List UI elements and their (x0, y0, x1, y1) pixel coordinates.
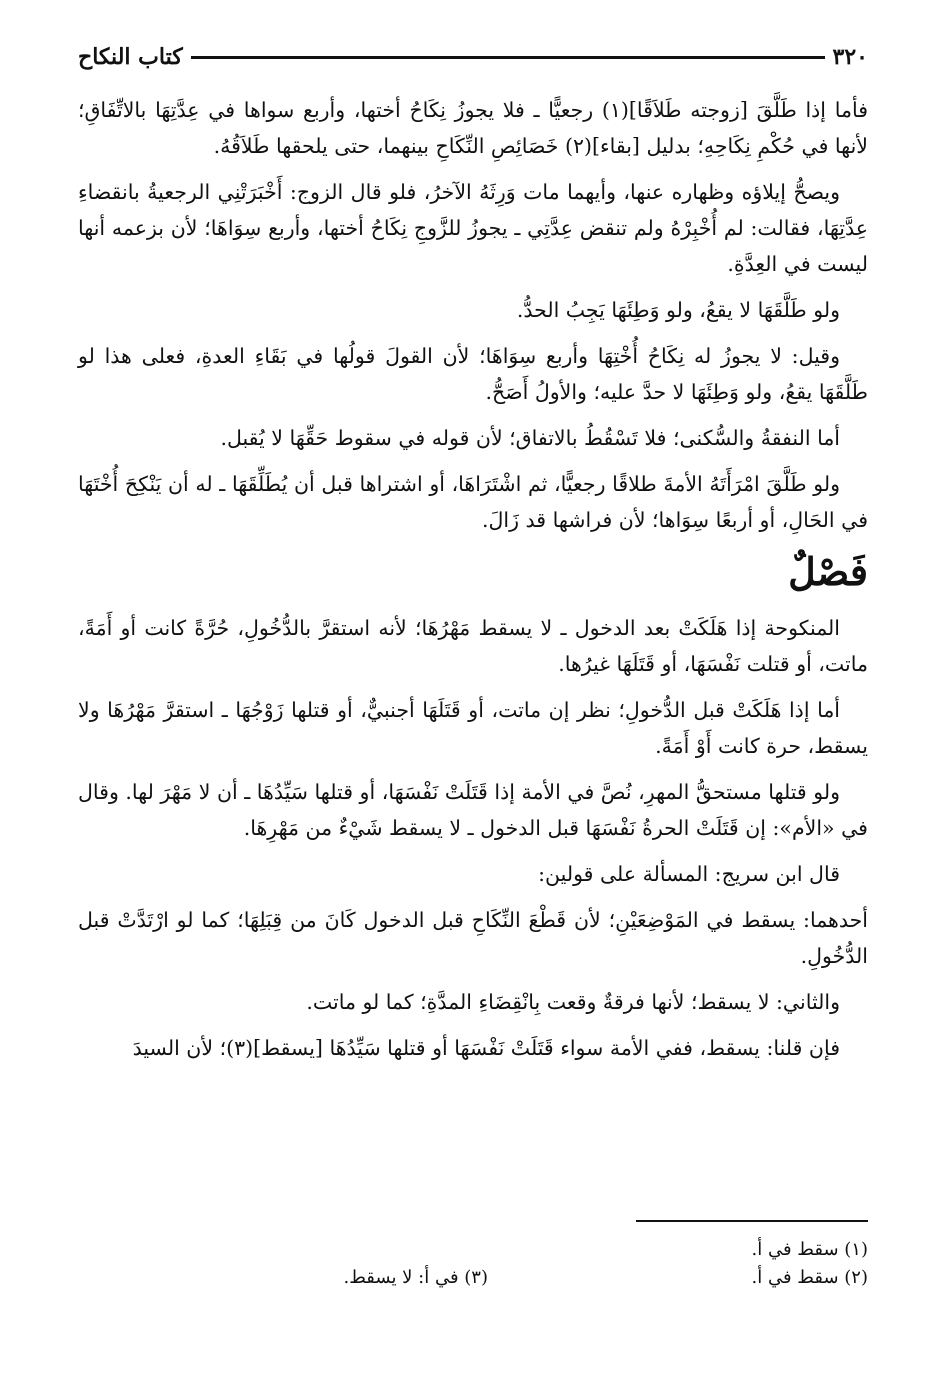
footnotes (78, 1236, 868, 1292)
paragraph: ولو طَلَّقَ امْرَأَتَهُ الأمةَ طلاقًا رجعيًّا، ثم اشْتَرَاهَا، أو اشتراها قبل أن يُطَلِّقَهَا ـ له أن يَنْكِحَ أُخْتَهَا في الحَالِ، أو أربعًا سِوَاها؛ لأن فراشها قد زَالَ. (78, 472, 868, 532)
paragraph: فإن قلنا: يسقط، ففي الأمة سواء قَتَلَتْ نَفْسَهَا أو قتلها سَيِّدُهَا [يسقط](٣)؛ لأن السيدَ (132, 1036, 840, 1060)
footnote: (١) سقط في أ. (751, 1239, 868, 1260)
paragraph: قال ابن سريج: المسألة على قولين: (538, 862, 840, 886)
paragraph: أما النفقةُ والسُّكنى؛ فلا تَسْقُطُ بالاتفاق؛ لأن قوله في سقوط حَقِّهَا لا يُقبل. (220, 426, 840, 450)
paragraph: فأما إذا طَلَّقَ [زوجته طَلاَقًا](١) رجعيًّا ـ فلا يجوزُ نِكَاحُ أختها، وأربع سواها في عِدَّتِهَا بالاتِّفَاقِ؛ لأنها في حُكْمِ نِكَاحِهِ؛ بدليل [بقاء](٢) خَصَائِصِ النِّكَاحِ بينهما، حتى يلحقها طَلاَقُهُ. (78, 98, 868, 158)
paragraph: أحدهما: يسقط في المَوْضِعَيْنِ؛ لأن قَطْعَ النِّكَاحِ قبل الدخول كَانَ من قِبَلِهَا؛ كما لو ارْتَدَّتْ قبل الدُّخُولِ. (78, 908, 868, 968)
main-text (78, 92, 868, 1066)
paragraph: وقيل: لا يجوزُ له نِكَاحُ أُخْتِهَا وأربع سِوَاهَا؛ لأن القولَ قولُها في بَقَاءِ العدةِ، فعلى هذا لو طَلَّقَهَا يقعُ، ولو وَطِئَهَا لا حدَّ عليه؛ والأولُ أَصَحُّ. (78, 344, 868, 404)
paragraph: أما إذا هَلَكَتْ قبل الدُّخولِ؛ نظر إن ماتت، أو قَتَلَهَا أجنبيٌّ، أو قتلها زَوْجُهَا ـ استقرَّ مَهْرُهَا ولا يسقط، حرة كانت أَوْ أَمَةً. (78, 698, 868, 758)
footnote: (٢) سقط في أ. (751, 1267, 868, 1288)
paragraph: ولو طَلَّقَهَا لا يقعُ، ولو وَطِئَهَا يَجِبُ الحدُّ. (516, 298, 840, 322)
footnote-row (78, 1264, 868, 1292)
paragraph: ويصحُّ إيلاؤه وظهاره عنها، وأيهما مات وَرِثَهُ الآخرُ، فلو قال الزوج: أَخْبَرَتْنِي الرجعيةُ بانقضاءِ عِدَّتِهَا، فقالت: لم أُخْبِرْهُ ولم تنقض عِدَّتِي ـ يجوزُ للزَّوجِ نِكَاحُ أختها، وأربع سِوَاهَا؛ لأن بزعمه أنها ليست في العِدَّةِ. (78, 180, 868, 276)
section-heading: فَصْلٌ (788, 549, 868, 594)
header-rule (191, 56, 825, 59)
book-title: كتاب النكاح (78, 44, 183, 70)
book-page (78, 40, 868, 1340)
footnote-row (78, 1236, 868, 1264)
footnote-separator (636, 1220, 868, 1222)
paragraph: المنكوحة إذا هَلَكَتْ بعد الدخول ـ لا يسقط مَهْرُهَا؛ لأنه استقرَّ بالدُّخُولِ، حُرَّةً كانت أو أَمَةً، ماتت، أو قتلت نَفْسَهَا، أو قَتَلَهَا غيرُها. (78, 616, 868, 676)
page-number: ٣٢٠ (832, 44, 868, 70)
running-header (78, 40, 868, 74)
footnote: (٣) في أ: لا يسقط. (343, 1267, 488, 1288)
paragraph: والثاني: لا يسقط؛ لأنها فرقةٌ وقعت بِانْقِضَاءِ المدَّةِ؛ كما لو ماتت. (306, 990, 840, 1014)
paragraph: ولو قتلها مستحقُّ المهرِ، نُصَّ في الأمة إذا قَتَلَتْ نَفْسَهَا، أو قتلها سَيِّدُهَا ـ أن لا مَهْرَ لها. وقال في «الأم»: إن قَتَلَتْ الحرةُ نَفْسَهَا قبل الدخول ـ لا يسقط شَيْءٌ من مَهْرِهَا. (78, 780, 868, 840)
